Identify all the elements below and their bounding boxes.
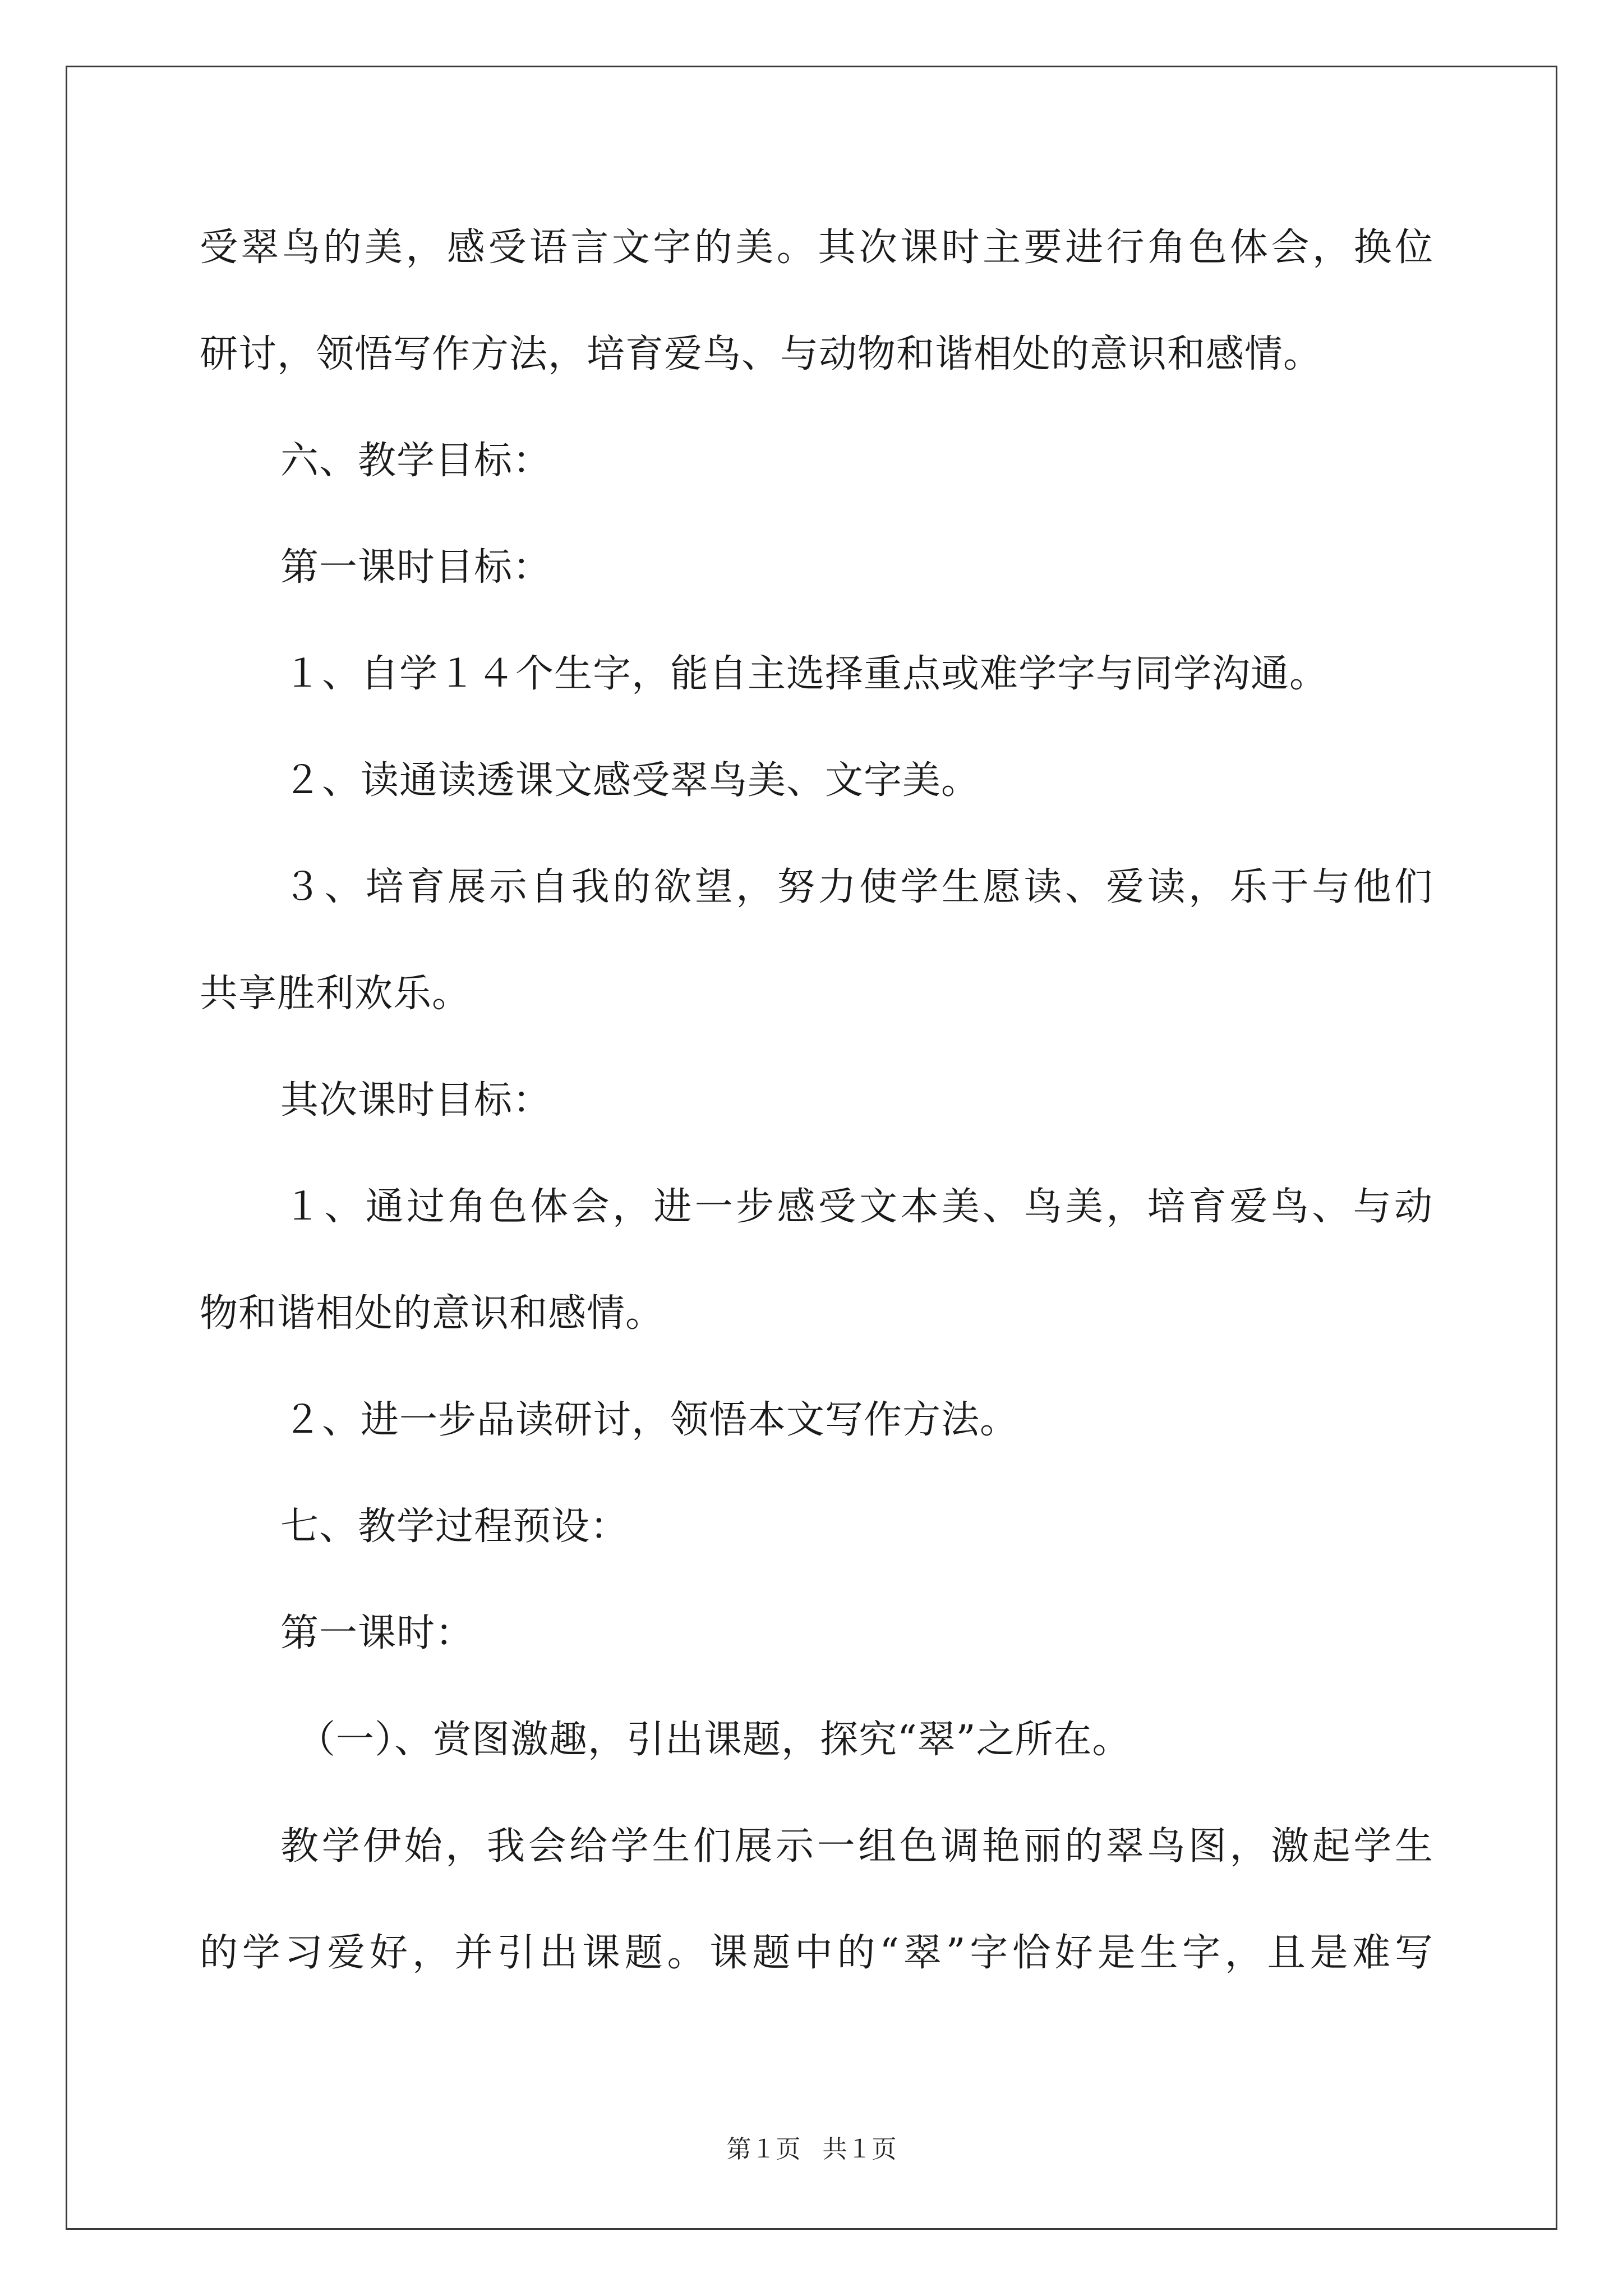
page-number: 第１页 xyxy=(726,2136,801,2163)
subsection-heading: 第一课时： xyxy=(280,1611,474,1655)
subsection-heading: 其次课时目标： xyxy=(280,1078,552,1122)
list-item: １、自学１４个生字，能自主选择重点或难学字与同学沟通。 xyxy=(283,652,1329,696)
page-border xyxy=(66,66,1557,2230)
paragraph-line: 物和谐相处的意识和感情。 xyxy=(200,1291,665,1336)
section-heading: 六、教学目标： xyxy=(280,439,552,483)
paragraph-line: 受翠鸟的美，感受语言文字的美。其次课时主要进行角色体会，换位 xyxy=(200,226,1433,270)
list-item: １、通过角色体会，进一步感受文本美、鸟美，培育爱鸟、与动 xyxy=(283,1185,1433,1229)
paragraph-line: 教学伊始，我会给学生们展示一组色调艳丽的翠鸟图，激起学生 xyxy=(280,1824,1433,1869)
subsection-heading: 第一课时目标： xyxy=(280,545,552,590)
paragraph-line: 研讨，领悟写作方法，培育爱鸟、与动物和谐相处的意识和感情。 xyxy=(200,332,1322,376)
list-item: ２、读通读透课文感受翠鸟美、文字美。 xyxy=(283,758,980,803)
page-total: 共１页 xyxy=(822,2136,897,2163)
step-heading: （一）、赏图激趣，引出课题，探究“翠”之所在。 xyxy=(297,1718,1131,1762)
page-footer xyxy=(0,2129,1623,2165)
section-heading: 七、教学过程预设： xyxy=(280,1504,629,1549)
list-item: ２、进一步品读研讨，领悟本文写作方法。 xyxy=(283,1398,1019,1442)
list-item: ３、培育展示自我的欲望，努力使学生愿读、爱读，乐于与他们 xyxy=(283,865,1433,909)
paragraph-line: 的学习爱好，并引出课题。课题中的“翠”字恰好是生字，且是难写 xyxy=(200,1931,1433,1975)
paragraph-line: 共享胜利欢乐。 xyxy=(200,972,471,1016)
